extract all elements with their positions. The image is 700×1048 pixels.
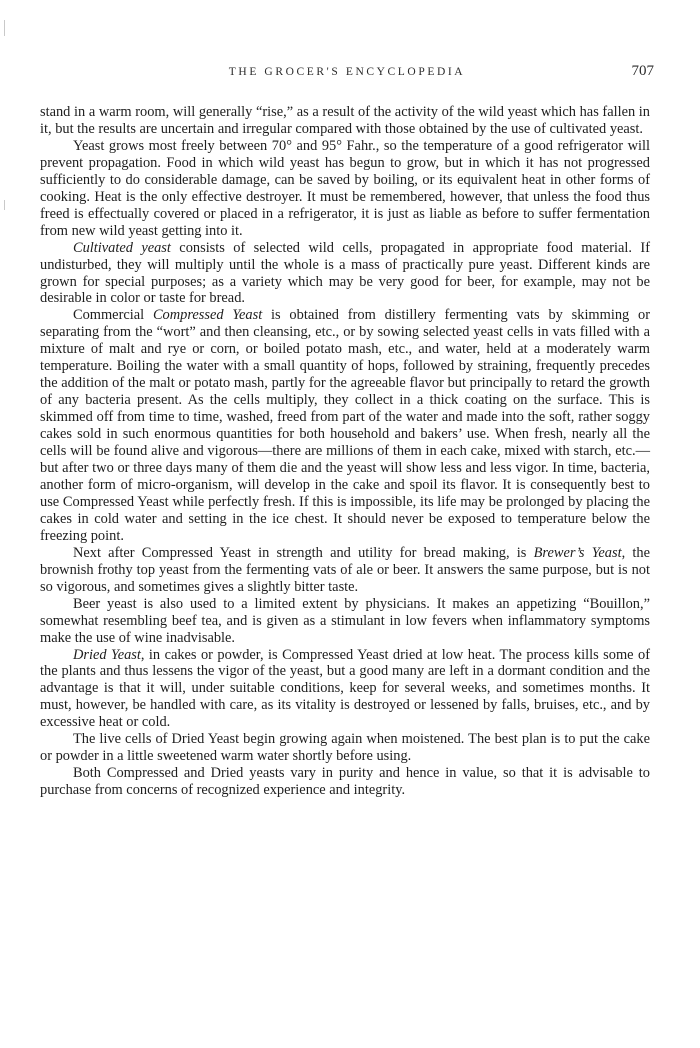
text-segment: The live cells of Dried Yeast begin growing again when moistened. The best plan is to put the cake or powder in a little sweetened warm water shortly before using. — [40, 731, 650, 765]
italic-term: Dried Yeast — [73, 646, 141, 663]
scan-edge-mark — [4, 20, 5, 36]
paragraph — [40, 104, 650, 138]
paragraph — [40, 307, 650, 544]
scan-edge-mark — [4, 200, 5, 210]
paragraph — [40, 731, 650, 765]
text-segment: , the brownish frothy top yeast from the fermenting vats of ale or beer. It answers the same purpose, but is not so vigorous, and sometimes gives a slightly bitter taste. — [40, 544, 650, 595]
text-segment: is obtained from distillery fermenting vats by skimming or separating from the “wort” and then cleansing, etc., or by sowing selected yeast cells in vats filled with a mixture of malt and rye or corn, or boiled potato mash, etc., and water, held at a moderately warm temperature. Boiling the water with a small quantity of hops, followed by straining, frequently precedes the addition of the malt or potato mash, partly for the agreeable flavor but principally to retard the growth of any bacteria present. As the cells multiply, they collect in a thick coating on the surface. This is skimmed off from time to time, washed, freed from part of the water and made into the soft, rather soggy cakes sold in such enormous quantities for both household and bakers’ use. When fresh, nearly all the cells will be found alive and vigorous—there are millions of them in each cake, mixed with starch, etc.—but after two or three days many of them die and the yeast will show less and less vigor. In time, bacteria, another form of micro-organism, will develop in the cake and spoil its flavor. It is consequently best to use Compressed Yeast while perfectly fresh. If this is impossible, its life may be prolonged by placing the cakes in cold water and setting in the ice chest. It should never be exposed to temperature below the freezing point. — [40, 307, 651, 544]
text-segment: , in cakes or powder, is Compressed Yeast dried at low heat. The process kills some of the plants and thus lessens the vigor of the yeast, but a good many are left in a dormant condition and the advantage is that it will, under suitable conditions, keep for several weeks, and sometimes months. It must, however, be handled with care, as its vitality is destroyed or lessened by falls, bruises, etc., and by excessive heat or cold. — [40, 646, 650, 731]
text-segment: Next after Compressed Yeast in strength and utility for bread making, is — [73, 544, 534, 561]
text-segment: Beer yeast is also used to a limited extent by physicians. It makes an appetizing “Bouillon,” somewhat resembling beef tea, and is given as a stimulant in low fevers when inflammatory symptoms make the use of wine inadvisable. — [40, 595, 650, 646]
text-segment: Commercial — [73, 307, 153, 324]
text-segment: Both Compressed and Dried yeasts vary in purity and hence in value, so that it is advisable to purchase from concerns of recognized experience and integrity. — [40, 765, 650, 799]
body-text — [40, 104, 650, 799]
italic-term: Brewer’s Yeast — [533, 544, 622, 561]
running-title: THE GROCER'S ENCYCLOPEDIA — [228, 66, 466, 78]
text-segment: consists of selected wild cells, propagated in appropriate food material. If undisturbed, they will multiply until the whole is a mass of practically pure yeast. Different kinds are grown for special purposes; as a variety which may be very good for beer, for example, may not be desirable in color or taste for bread. — [40, 239, 650, 307]
paragraph — [40, 545, 650, 596]
paragraph — [40, 138, 650, 240]
page-header — [40, 63, 654, 86]
italic-term: Cultivated yeast — [73, 239, 171, 256]
page-number: 707 — [631, 63, 654, 79]
text-segment: Yeast grows most freely between 70° and 95° Fahr., so the temperature of a good refrigerator will prevent propagation. Food in which wild yeast has begun to grow, but in which it has not progressed sufficiently to do considerable damage, can be saved by boiling, or its equivalent heat in other forms of cooking. Heat is the only effective destroyer. It must be remembered, however, that unless the food thus freed is effectually covered or placed in a refrigerator, it is just as liable as before to suffer fermentation from new wild yeast getting into it. — [40, 137, 650, 239]
paragraph — [40, 596, 650, 647]
paragraph — [40, 240, 650, 308]
paragraph — [40, 647, 650, 732]
italic-term: Compressed Yeast — [152, 307, 263, 324]
paragraph — [40, 765, 650, 799]
text-segment: stand in a warm room, will generally “rise,” as a result of the activity of the wild yeast which has fallen in it, but the results are uncertain and irregular compared with those obtained by the use of cultivated yeast. — [40, 104, 650, 137]
